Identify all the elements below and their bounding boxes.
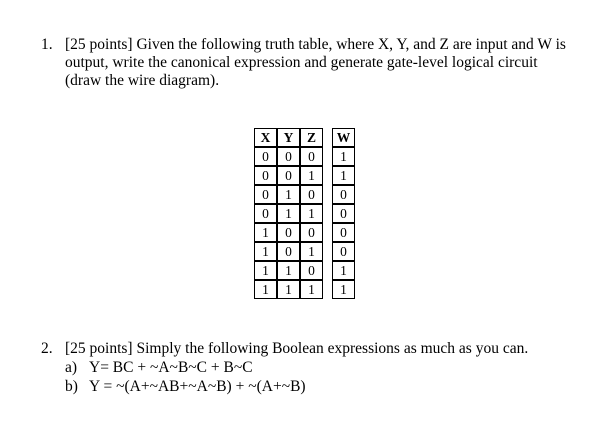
header-w: W: [332, 128, 355, 147]
cell-w: 0: [332, 185, 355, 204]
cell-y: 1: [277, 185, 300, 204]
column-gap: [323, 280, 332, 299]
column-gap: [323, 223, 332, 242]
column-gap: [323, 147, 332, 166]
cell-y: 0: [277, 223, 300, 242]
truth-table-header-row: [254, 128, 355, 147]
part-a-expression: Y= BC + ~A~B~C + B~C: [89, 359, 253, 376]
cell-w: 1: [332, 261, 355, 280]
cell-z: 0: [300, 147, 323, 166]
header-z: Z: [300, 128, 323, 147]
cell-z: 0: [300, 185, 323, 204]
truth-table-row: [254, 242, 355, 261]
question-2-part-a: [65, 359, 253, 377]
part-b-expression: Y = ~(A+~AB+~A~B) + ~(A+~B): [89, 378, 306, 395]
cell-z: 1: [300, 204, 323, 223]
cell-y: 0: [277, 166, 300, 185]
question-1-text: [65, 36, 595, 90]
column-gap: [323, 185, 332, 204]
cell-x: 1: [254, 223, 277, 242]
truth-table-row: [254, 223, 355, 242]
truth-table-row: [254, 204, 355, 223]
cell-x: 1: [254, 242, 277, 261]
cell-w: 0: [332, 242, 355, 261]
truth-table-body: [254, 147, 355, 299]
truth-table-row: [254, 166, 355, 185]
header-x: X: [254, 128, 277, 147]
question-1-line-1: [25 points] Given the following truth table, where X, Y, and Z are input and W is: [65, 36, 566, 53]
part-b-label: b): [65, 378, 78, 395]
question-2-number: 2.: [41, 340, 53, 357]
question-2-part-b: [65, 378, 306, 396]
cell-z: 1: [300, 166, 323, 185]
cell-w: 0: [332, 223, 355, 242]
header-y: Y: [277, 128, 300, 147]
cell-z: 1: [300, 242, 323, 261]
cell-x: 0: [254, 204, 277, 223]
truth-table: [254, 128, 355, 299]
cell-w: 0: [332, 204, 355, 223]
question-1-number: 1.: [41, 36, 53, 53]
column-gap: [323, 242, 332, 261]
cell-w: 1: [332, 166, 355, 185]
cell-z: 1: [300, 280, 323, 299]
cell-y: 1: [277, 261, 300, 280]
question-1-line-3: (draw the wire diagram).: [65, 72, 220, 89]
truth-table-row: [254, 261, 355, 280]
cell-y: 1: [277, 280, 300, 299]
column-gap: [323, 261, 332, 280]
part-a-label: a): [65, 359, 78, 376]
question-1-line-2: output, write the canonical expression and generate gate-level logical circuit: [65, 54, 538, 71]
truth-table-row: [254, 185, 355, 204]
cell-y: 0: [277, 242, 300, 261]
cell-x: 0: [254, 147, 277, 166]
column-gap: [323, 128, 332, 147]
cell-x: 0: [254, 166, 277, 185]
question-2-title: [25 points] Simply the following Boolean expressions as much as you can.: [65, 340, 529, 357]
cell-y: 1: [277, 204, 300, 223]
cell-w: 1: [332, 147, 355, 166]
cell-z: 0: [300, 261, 323, 280]
cell-x: 1: [254, 280, 277, 299]
truth-table-row: [254, 280, 355, 299]
cell-x: 0: [254, 185, 277, 204]
cell-x: 1: [254, 261, 277, 280]
truth-table-row: [254, 147, 355, 166]
cell-y: 0: [277, 147, 300, 166]
cell-w: 1: [332, 280, 355, 299]
column-gap: [323, 166, 332, 185]
cell-z: 0: [300, 223, 323, 242]
column-gap: [323, 204, 332, 223]
